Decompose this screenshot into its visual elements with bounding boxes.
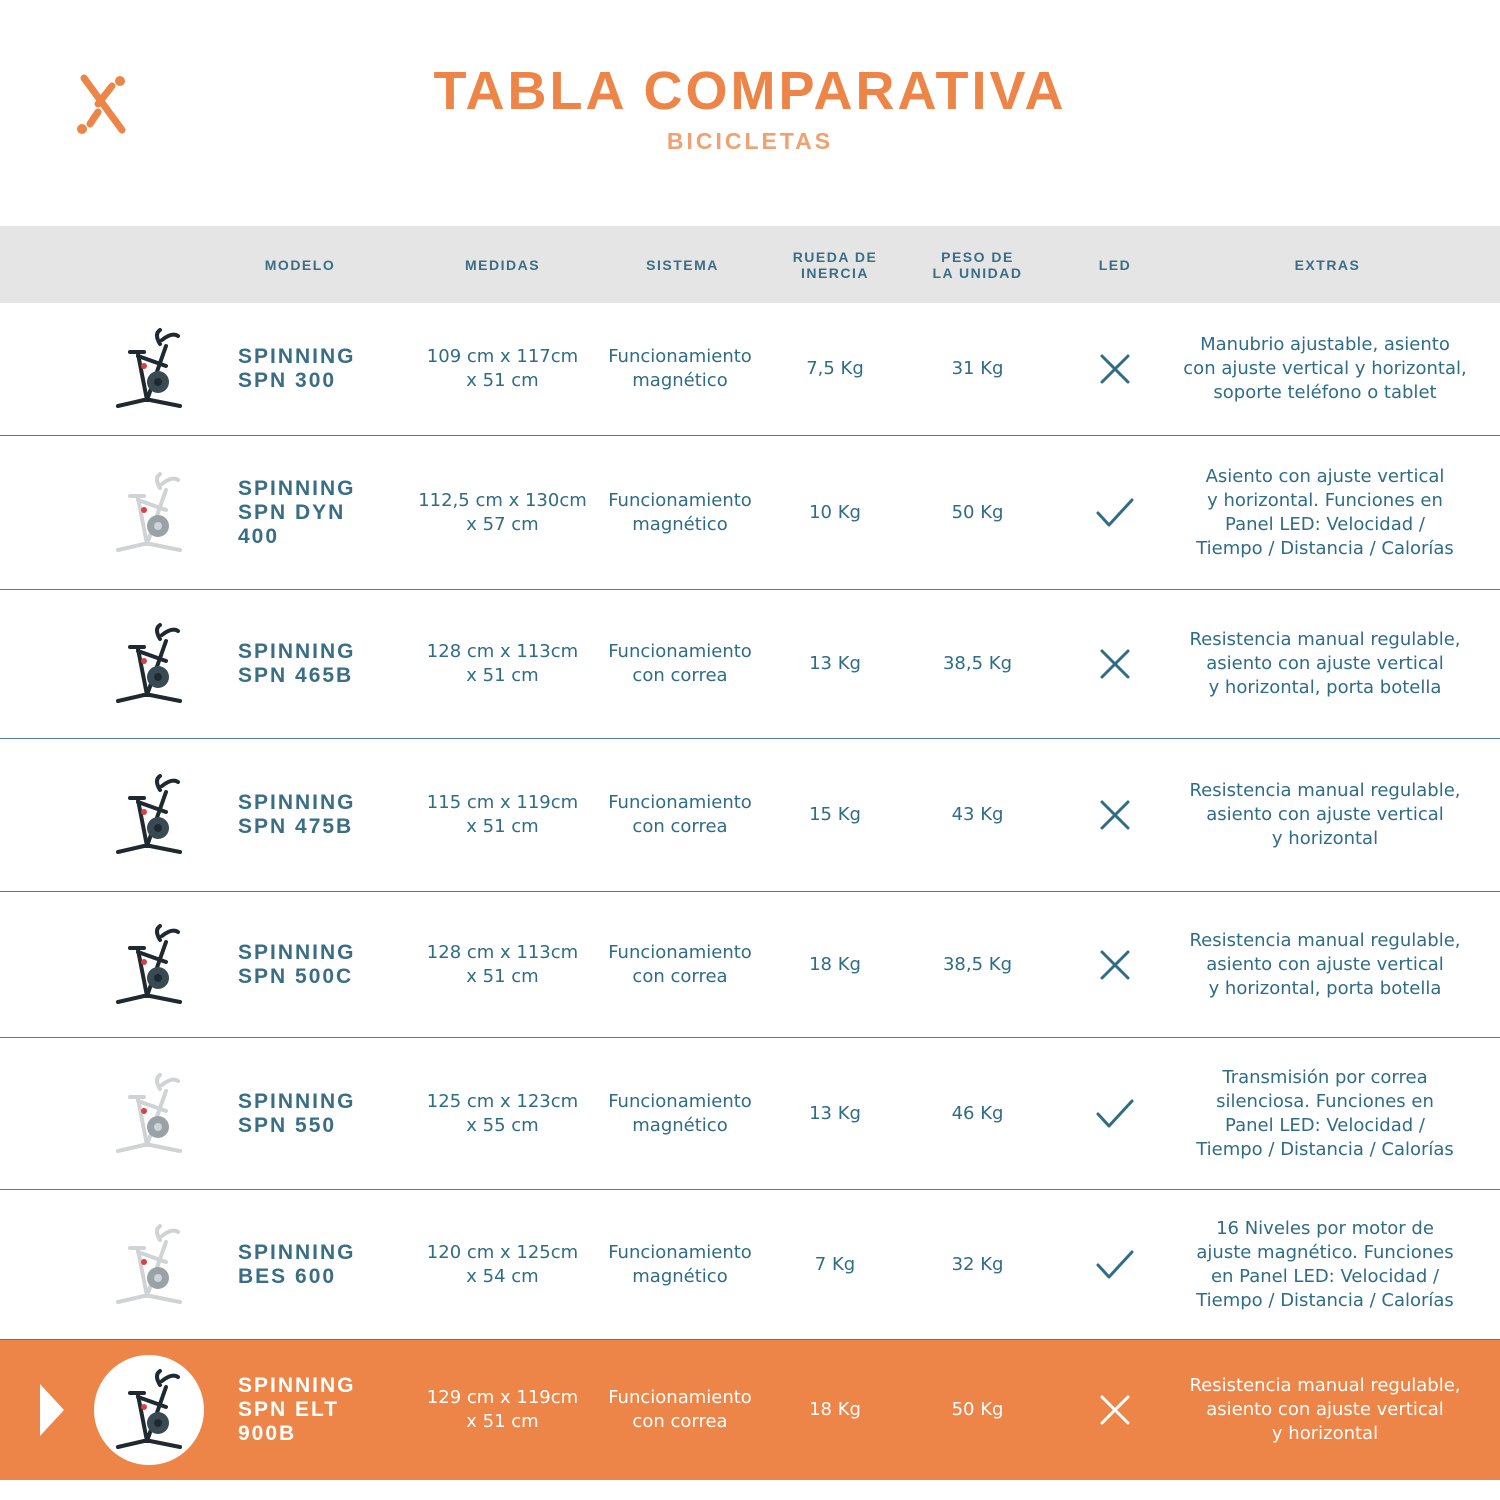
cell-sistema-text: Funcionamiento magnético — [608, 1090, 752, 1136]
cell-rueda-text: 18 Kg — [809, 953, 861, 975]
cell-medidas — [405, 436, 600, 589]
cell-peso — [905, 590, 1050, 738]
cell-sistema-text: Funcionamiento magnético — [608, 1241, 752, 1287]
cell-extras-text: 16 Niveles por motor de ajuste magnético. Funciones en Panel LED: Velocidad / Tiempo / Distancia / Calorías — [1196, 1217, 1454, 1311]
table-row — [0, 892, 1500, 1038]
table-row — [0, 436, 1500, 590]
table-header — [0, 226, 1500, 303]
cell-extras-text: Asiento con ajuste vertical y horizontal. Funciones en Panel LED: Velocidad / Tiempo / Distancia / Calorías — [1196, 465, 1454, 559]
spinning-bike-icon — [100, 1190, 200, 1339]
cell-rueda — [765, 436, 905, 589]
spinning-bike-icon — [100, 303, 200, 435]
cell-medidas — [405, 1038, 600, 1189]
cell-sistema — [600, 303, 760, 435]
table-row — [0, 1340, 1500, 1480]
cell-peso — [905, 303, 1050, 435]
cell-peso-text: 50 Kg — [951, 501, 1004, 523]
cell-medidas-text: 128 cm x 113cm x 51 cm — [426, 941, 579, 987]
spinning-bike-icon — [100, 436, 200, 589]
cell-model — [238, 590, 408, 738]
spinning-bike-icon — [100, 590, 200, 738]
cell-medidas-text: 120 cm x 125cm x 54 cm — [426, 1241, 579, 1287]
check-icon — [1050, 1190, 1180, 1339]
col-header-sistema: SISTEMA — [646, 256, 719, 273]
cell-model-text: SPINNING SPN ELT 900B — [238, 1374, 356, 1445]
page-subtitle: BICICLETAS — [666, 128, 834, 154]
cell-sistema-text: Funcionamiento con correa — [608, 941, 752, 987]
cell-extras-text: Resistencia manual regulable, asiento con ajuste vertical y horizontal, porta botella — [1189, 629, 1461, 698]
cross-icon — [1050, 892, 1180, 1037]
cell-peso — [905, 1038, 1050, 1189]
cell-sistema-text: Funcionamiento con correa — [608, 1387, 752, 1432]
cell-medidas-text: 128 cm x 113cm x 51 cm — [426, 641, 579, 686]
cell-rueda-text: 13 Kg — [809, 1102, 861, 1124]
cell-rueda — [765, 892, 905, 1037]
cell-peso — [905, 892, 1050, 1037]
table-row — [0, 303, 1500, 436]
cell-peso-text: 50 Kg — [951, 1399, 1004, 1420]
spinning-bike-icon — [100, 892, 200, 1037]
cell-sistema — [600, 739, 760, 891]
cell-sistema — [600, 590, 760, 738]
table-row — [0, 590, 1500, 739]
col-header-led: LED — [1098, 256, 1132, 273]
cell-rueda — [765, 590, 905, 738]
cell-model-text: SPINNING SPN 465B — [238, 640, 356, 687]
cell-medidas — [405, 303, 600, 435]
cell-medidas — [405, 739, 600, 891]
cell-model — [238, 892, 408, 1037]
cell-medidas-text: 109 cm x 117cm x 51 cm — [426, 346, 579, 391]
cell-rueda-text: 15 Kg — [809, 804, 861, 825]
cell-model — [238, 1340, 408, 1480]
cell-model — [238, 1038, 408, 1189]
spinning-bike-icon — [100, 1038, 200, 1189]
cell-rueda-text: 13 Kg — [809, 653, 861, 674]
cell-peso — [905, 739, 1050, 891]
cell-model — [238, 739, 408, 891]
cell-extras-text: Resistencia manual regulable, asiento con ajuste vertical y horizontal — [1189, 780, 1461, 849]
col-header-peso: PESO DE LA UNIDAD — [932, 248, 1023, 281]
spinning-bike-icon — [100, 739, 200, 891]
cell-extras — [1175, 1190, 1475, 1339]
cell-extras-text: Resistencia manual regulable, asiento con ajuste vertical y horizontal, porta botella — [1189, 929, 1461, 999]
cross-icon — [1050, 303, 1180, 435]
cell-medidas — [405, 892, 600, 1037]
cell-sistema — [600, 892, 760, 1037]
cell-model-text: SPINNING SPN 550 — [238, 1089, 356, 1137]
cell-medidas-text: 112,5 cm x 130cm x 57 cm — [418, 489, 587, 535]
cell-rueda-text: 10 Kg — [809, 501, 861, 523]
cell-extras — [1175, 590, 1475, 738]
cell-rueda-text: 7 Kg — [814, 1253, 856, 1275]
cell-rueda-text: 7,5 Kg — [806, 358, 864, 379]
cell-sistema — [600, 1190, 760, 1339]
cell-rueda — [765, 739, 905, 891]
cell-model — [238, 1190, 408, 1339]
col-header-modelo: MODELO — [264, 256, 336, 273]
cell-extras-text: Resistencia manual regulable, asiento con ajuste vertical y horizontal — [1189, 1375, 1461, 1444]
cell-sistema-text: Funcionamiento con correa — [608, 641, 752, 686]
table-row — [0, 739, 1500, 892]
cell-medidas-text: 125 cm x 123cm x 55 cm — [426, 1090, 579, 1136]
cell-model-text: SPINNING SPN 300 — [238, 345, 356, 392]
cell-peso — [905, 1190, 1050, 1339]
cell-extras — [1175, 436, 1475, 589]
cell-peso-text: 38,5 Kg — [942, 953, 1013, 975]
page-title: TABLA COMPARATIVA — [433, 61, 1067, 121]
cell-peso-text: 32 Kg — [951, 1253, 1004, 1275]
cell-sistema — [600, 1340, 760, 1480]
cell-model-text: SPINNING SPN 500C — [238, 940, 356, 988]
cell-extras — [1175, 1038, 1475, 1189]
cell-model-text: SPINNING SPN 475B — [238, 791, 356, 838]
cell-sistema-text: Funcionamiento magnético — [608, 346, 752, 391]
cross-icon — [1050, 590, 1180, 738]
cell-sistema-text: Funcionamiento magnético — [608, 489, 752, 535]
cell-rueda-text: 18 Kg — [809, 1399, 861, 1420]
cell-extras — [1175, 1340, 1475, 1480]
col-header-extras: EXTRAS — [1294, 256, 1361, 273]
cell-peso — [905, 1340, 1050, 1480]
cell-model-text: SPINNING BES 600 — [238, 1240, 356, 1288]
cell-extras — [1175, 739, 1475, 891]
cell-medidas — [405, 1340, 600, 1480]
cell-peso — [905, 436, 1050, 589]
cell-peso-text: 31 Kg — [951, 358, 1004, 379]
cell-sistema — [600, 436, 760, 589]
cell-medidas-text: 129 cm x 119cm x 51 cm — [426, 1387, 579, 1432]
cell-sistema — [600, 1038, 760, 1189]
cross-icon — [1050, 739, 1180, 891]
cell-extras — [1175, 892, 1475, 1037]
col-header-medidas: MEDIDAS — [464, 256, 541, 273]
cell-sistema-text: Funcionamiento con correa — [608, 792, 752, 837]
cell-medidas — [405, 1190, 600, 1339]
cell-medidas-text: 115 cm x 119cm x 51 cm — [426, 792, 579, 837]
cell-peso-text: 43 Kg — [951, 804, 1004, 825]
cell-model — [238, 303, 408, 435]
cell-extras-text: Manubrio ajustable, asiento con ajuste vertical y horizontal, soporte teléfono o tablet — [1183, 334, 1467, 403]
cell-rueda — [765, 1340, 905, 1480]
cross-icon — [1050, 1340, 1180, 1480]
play-arrow-icon — [40, 1384, 64, 1436]
cell-rueda — [765, 1038, 905, 1189]
table-row — [0, 1038, 1500, 1190]
cell-rueda — [765, 1190, 905, 1339]
cell-model — [238, 436, 408, 589]
cell-peso-text: 46 Kg — [951, 1102, 1004, 1124]
cell-peso-text: 38,5 Kg — [942, 653, 1013, 674]
col-header-rueda: RUEDA DE INERCIA — [792, 248, 878, 281]
cell-rueda — [765, 303, 905, 435]
check-icon — [1050, 1038, 1180, 1189]
check-icon — [1050, 436, 1180, 589]
cell-model-text: SPINNING SPN DYN 400 — [238, 476, 356, 548]
cell-medidas — [405, 590, 600, 738]
cell-extras-text: Transmisión por correa silenciosa. Funciones en Panel LED: Velocidad / Tiempo / Distancia / Calorías — [1196, 1066, 1454, 1160]
table-row — [0, 1190, 1500, 1340]
cell-extras — [1175, 303, 1475, 435]
spinning-bike-icon — [100, 1340, 200, 1480]
